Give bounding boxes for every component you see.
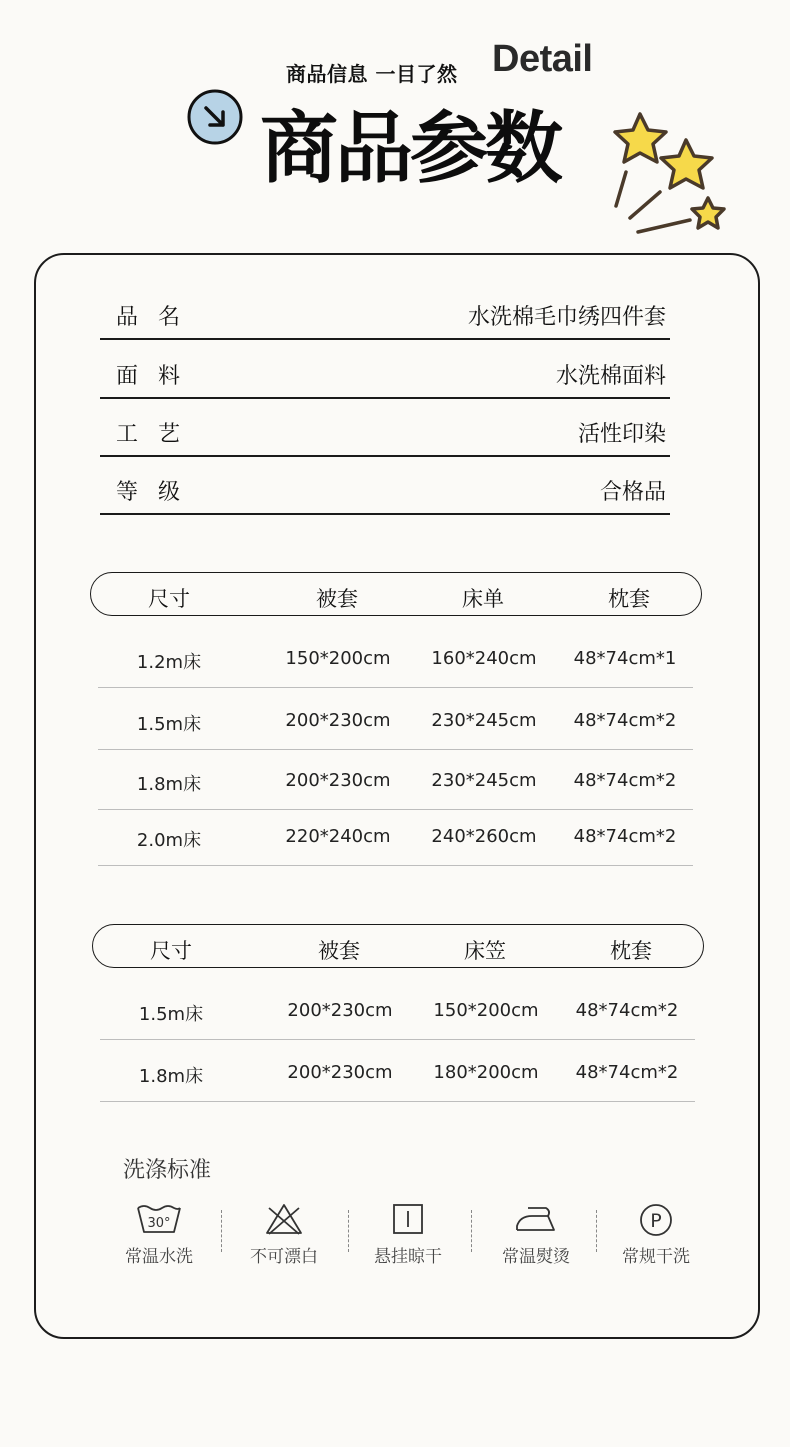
table1-header-pillow: 枕套	[608, 587, 650, 611]
iron-icon	[514, 1202, 558, 1236]
cell-duvet: 200*230cm	[285, 770, 391, 791]
subtitle-english: Detail	[492, 38, 593, 80]
wash-temp-mark: 30°	[147, 1216, 171, 1231]
table-row	[100, 980, 695, 1040]
spec-label: 面料	[116, 364, 201, 389]
cell-pillow: 48*74cm*2	[575, 1062, 679, 1083]
spec-value: 水洗棉毛巾绣四件套	[467, 305, 666, 330]
dry-clean-p-icon	[637, 1202, 675, 1238]
table-row	[98, 690, 693, 750]
care-item-bleach	[234, 1200, 334, 1270]
cell-sheet: 240*260cm	[431, 826, 537, 847]
cell-size: 1.2m床	[136, 652, 202, 673]
wash-30-icon	[135, 1202, 183, 1236]
cell-pillow: 48*74cm*2	[573, 710, 677, 731]
cell-size: 1.5m床	[136, 714, 202, 735]
table1-header-sheet: 床单	[462, 587, 504, 611]
table-row	[98, 628, 693, 688]
care-item-dryclean	[606, 1200, 706, 1270]
cell-pillow: 48*74cm*2	[573, 826, 677, 847]
cell-sheet: 230*245cm	[431, 710, 537, 731]
hang-dry-icon	[391, 1202, 425, 1236]
spec-value: 活性印染	[577, 422, 666, 447]
care-item-iron	[486, 1200, 586, 1270]
cell-pillow: 48*74cm*2	[575, 1000, 679, 1021]
care-label: 常规干洗	[622, 1247, 690, 1267]
table2-header-pillow: 枕套	[610, 939, 652, 963]
cell-duvet: 150*200cm	[285, 648, 391, 669]
care-label: 常温水洗	[125, 1247, 193, 1267]
spec-label: 工艺	[116, 422, 201, 447]
stars-decoration-icon	[608, 108, 732, 240]
table-row	[100, 1042, 695, 1102]
arrow-down-right-icon	[186, 88, 244, 146]
cell-duvet: 200*230cm	[285, 710, 391, 731]
table1-header	[90, 572, 702, 616]
cell-pillow: 48*74cm*2	[573, 770, 677, 791]
spec-label: 品名	[116, 305, 201, 330]
spec-label: 等级	[116, 480, 201, 505]
care-item-dry	[358, 1200, 458, 1270]
care-label: 常温熨烫	[502, 1247, 570, 1267]
cell-sheet: 230*245cm	[431, 770, 537, 791]
cell-size: 1.5m床	[138, 1004, 204, 1025]
table-row	[98, 750, 693, 810]
cell-pillow: 48*74cm*1	[573, 648, 677, 669]
care-divider	[221, 1210, 222, 1252]
cell-duvet: 200*230cm	[287, 1000, 393, 1021]
care-divider	[471, 1210, 472, 1252]
table-row	[98, 806, 693, 866]
spec-row-process	[100, 401, 670, 457]
spec-row-grade	[100, 459, 670, 515]
spec-row-name	[100, 284, 670, 340]
table2-header-size: 尺寸	[150, 939, 192, 963]
spec-value: 水洗棉面料	[555, 364, 666, 389]
care-label: 悬挂晾干	[374, 1247, 442, 1267]
table1-header-duvet: 被套	[316, 587, 358, 611]
cell-sheet: 160*240cm	[431, 648, 537, 669]
dry-clean-mark: P	[650, 1210, 662, 1232]
table1-header-size: 尺寸	[148, 587, 190, 611]
table2-header-fitted: 床笠	[464, 939, 506, 963]
care-title: 洗涤标准	[123, 1158, 212, 1183]
care-divider	[348, 1210, 349, 1252]
spec-value: 合格品	[599, 480, 666, 505]
care-label: 不可漂白	[250, 1247, 318, 1267]
spec-row-fabric	[100, 343, 670, 399]
table2-header	[92, 924, 704, 968]
cell-duvet: 220*240cm	[285, 826, 391, 847]
cell-size: 1.8m床	[138, 1066, 204, 1087]
page-title: 商品参数	[260, 104, 561, 194]
no-bleach-icon	[264, 1202, 304, 1236]
table2-header-duvet: 被套	[318, 939, 360, 963]
cell-fitted: 180*200cm	[433, 1062, 539, 1083]
care-item-wash	[109, 1200, 209, 1270]
subtitle-chinese: 商品信息 一目了然	[286, 62, 458, 86]
cell-duvet: 200*230cm	[287, 1062, 393, 1083]
care-divider	[596, 1210, 597, 1252]
cell-size: 2.0m床	[136, 830, 202, 851]
cell-fitted: 150*200cm	[433, 1000, 539, 1021]
cell-size: 1.8m床	[136, 774, 202, 795]
